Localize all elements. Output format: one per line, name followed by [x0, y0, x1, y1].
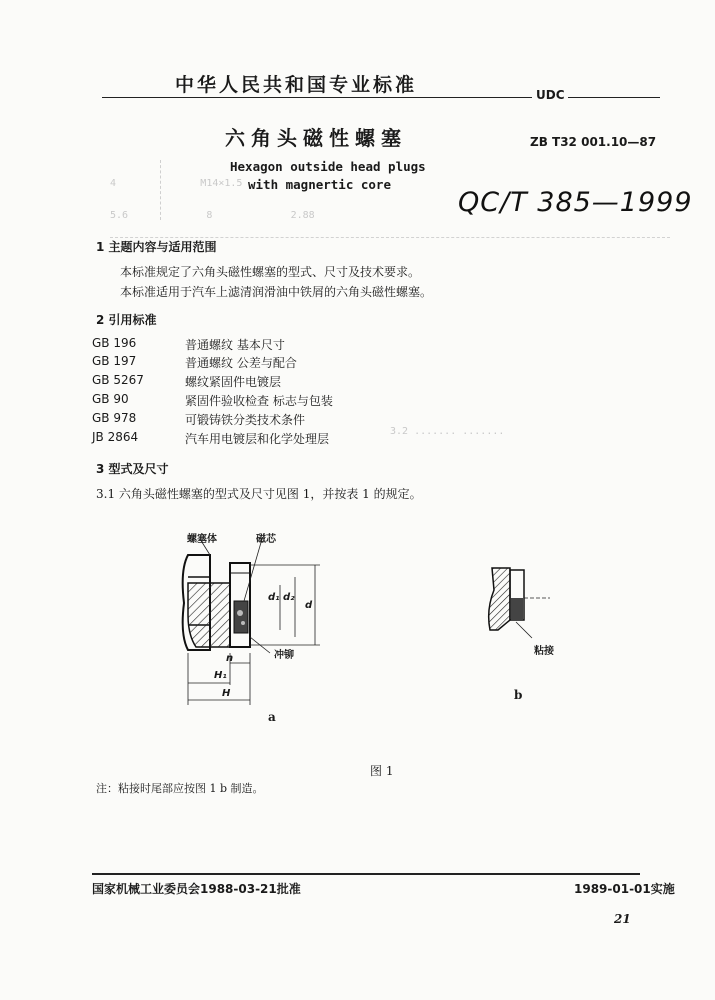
bleed-through-line [160, 160, 162, 220]
approval-text: 国家机械工业委员会1988-03-21批准 [92, 882, 301, 896]
section-2-heading: 2 引用标准 [96, 313, 157, 327]
dim-d2: d₂ [283, 592, 295, 603]
ref-code: GB 90 [92, 392, 129, 406]
label-bonding: 粘接 [534, 646, 554, 657]
dim-H1: H₁ [214, 670, 227, 681]
ref-code: JB 2864 [92, 430, 139, 444]
figure-caption: 图 1 [370, 764, 394, 778]
dim-d1: d₁ [268, 592, 280, 603]
section-3-heading: 3 型式及尺寸 [96, 462, 169, 476]
ref-name: 螺纹紧固件电镀层 [185, 375, 282, 389]
section-1-heading: 1 主题内容与适用范围 [96, 240, 217, 254]
section-1-para-2: 本标准适用于汽车上滤清润滑油中铁屑的六角头磁性螺塞。 [120, 285, 433, 299]
bleed-through-text: 5.6 8 2.88 [110, 210, 315, 221]
ref-code: GB 978 [92, 411, 137, 425]
ref-code: GB 197 [92, 354, 137, 368]
dim-d: d [305, 600, 313, 611]
figure-sublabel-b: b [514, 688, 523, 702]
section-1-para-1: 本标准规定了六角头磁性螺塞的型式、尺寸及技术要求。 [120, 265, 421, 279]
header-rule-right [568, 97, 660, 98]
label-plug-body: 螺塞体 [187, 534, 217, 545]
udc-label: UDC [536, 88, 565, 102]
standard-number: ZB T32 001.10—87 [530, 135, 657, 149]
ref-name: 普通螺纹 基本尺寸 [185, 338, 285, 352]
bleed-through-text: 4 M14×1.5 [110, 178, 243, 189]
ref-name: 紧固件验收检查 标志与包装 [185, 394, 333, 408]
handwritten-standard-number: QC/T 385—1999 [458, 187, 693, 218]
section-3-para: 3.1 六角头磁性螺塞的型式及尺寸见图 1，并按表 1 的规定。 [96, 487, 422, 501]
effective-date-text: 1989-01-01实施 [574, 882, 675, 896]
figure-1a-drawing [170, 525, 340, 715]
ref-name: 汽车用电镀层和化学处理层 [185, 432, 330, 446]
title-en-line-1: Hexagon outside head plugs [230, 159, 426, 174]
ref-name: 可锻铸铁分类技术条件 [185, 413, 306, 427]
label-magnetic-core: 磁芯 [256, 534, 276, 545]
ref-name: 普通螺纹 公差与配合 [185, 356, 297, 370]
title-en-line-2: with magnertic core [248, 177, 391, 192]
page-number: 21 [614, 912, 631, 926]
figure-note: 注：粘接时尾部应按图 1 b 制造。 [96, 782, 264, 795]
standard-type-heading: 中华人民共和国专业标准 [175, 74, 418, 96]
document-title-cn: 六角头磁性螺塞 [225, 126, 407, 150]
dim-n: n [226, 653, 234, 664]
figure-1b-drawing [480, 560, 560, 650]
footer-rule [92, 873, 640, 875]
ref-code: GB 5267 [92, 373, 144, 387]
dim-H: H [222, 688, 231, 699]
bleed-through-text: 3.2 ....... ....... [390, 426, 505, 437]
figure-sublabel-a: a [268, 710, 276, 724]
document-title-en [230, 158, 426, 194]
ref-code: GB 196 [92, 336, 137, 350]
label-staking: 冲铆 [274, 650, 294, 661]
header-rule [102, 97, 532, 98]
